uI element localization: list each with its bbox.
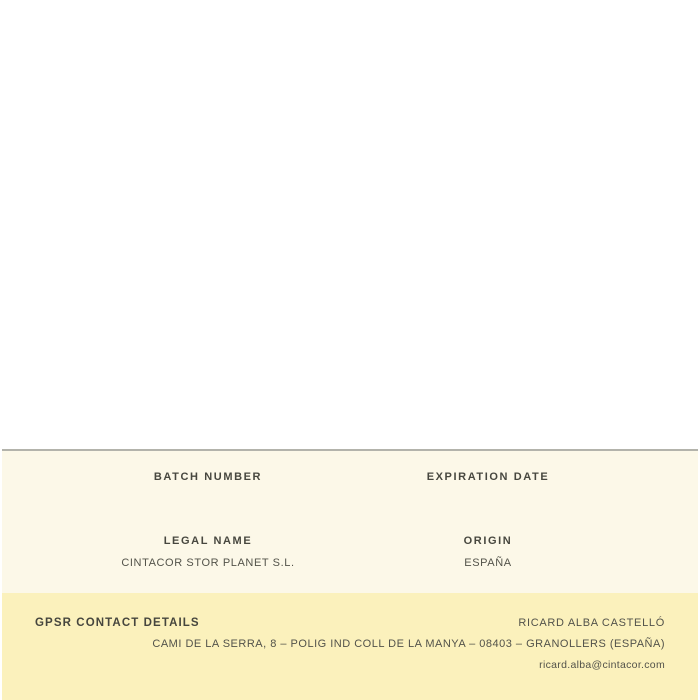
batch-number-value: [68, 492, 348, 507]
gpsr-contact-email: ricard.alba@cintacor.com: [539, 659, 665, 671]
expiration-date-label: EXPIRATION DATE: [426, 471, 550, 483]
product-info-grid: [2, 451, 698, 571]
origin-value: ESPAÑA: [464, 557, 512, 569]
legal-name-field: [68, 534, 348, 571]
legal-name-label: LEGAL NAME: [163, 535, 253, 547]
expiration-date-field: [348, 470, 628, 507]
gpsr-contact-address: CAMI DE LA SERRA, 8 – POLIG IND COLL DE LA MANYA – 08403 – GRANOLLERS (ESPAÑA): [152, 638, 665, 650]
batch-number-label: BATCH NUMBER: [153, 471, 263, 483]
batch-number-field: [68, 470, 348, 507]
product-info-panel: [2, 449, 698, 593]
legal-name-value: CINTACOR STOR PLANET S.L.: [121, 557, 295, 569]
gpsr-contact-panel: [2, 593, 698, 700]
origin-field: [348, 534, 628, 571]
origin-label: ORIGIN: [463, 535, 513, 547]
gpsr-header-row: [35, 593, 665, 629]
gpsr-contact-details-title: GPSR CONTACT DETAILS: [35, 617, 200, 629]
expiration-date-value: [348, 492, 628, 507]
gpsr-contact-name: RICARD ALBA CASTELLÓ: [518, 617, 665, 629]
